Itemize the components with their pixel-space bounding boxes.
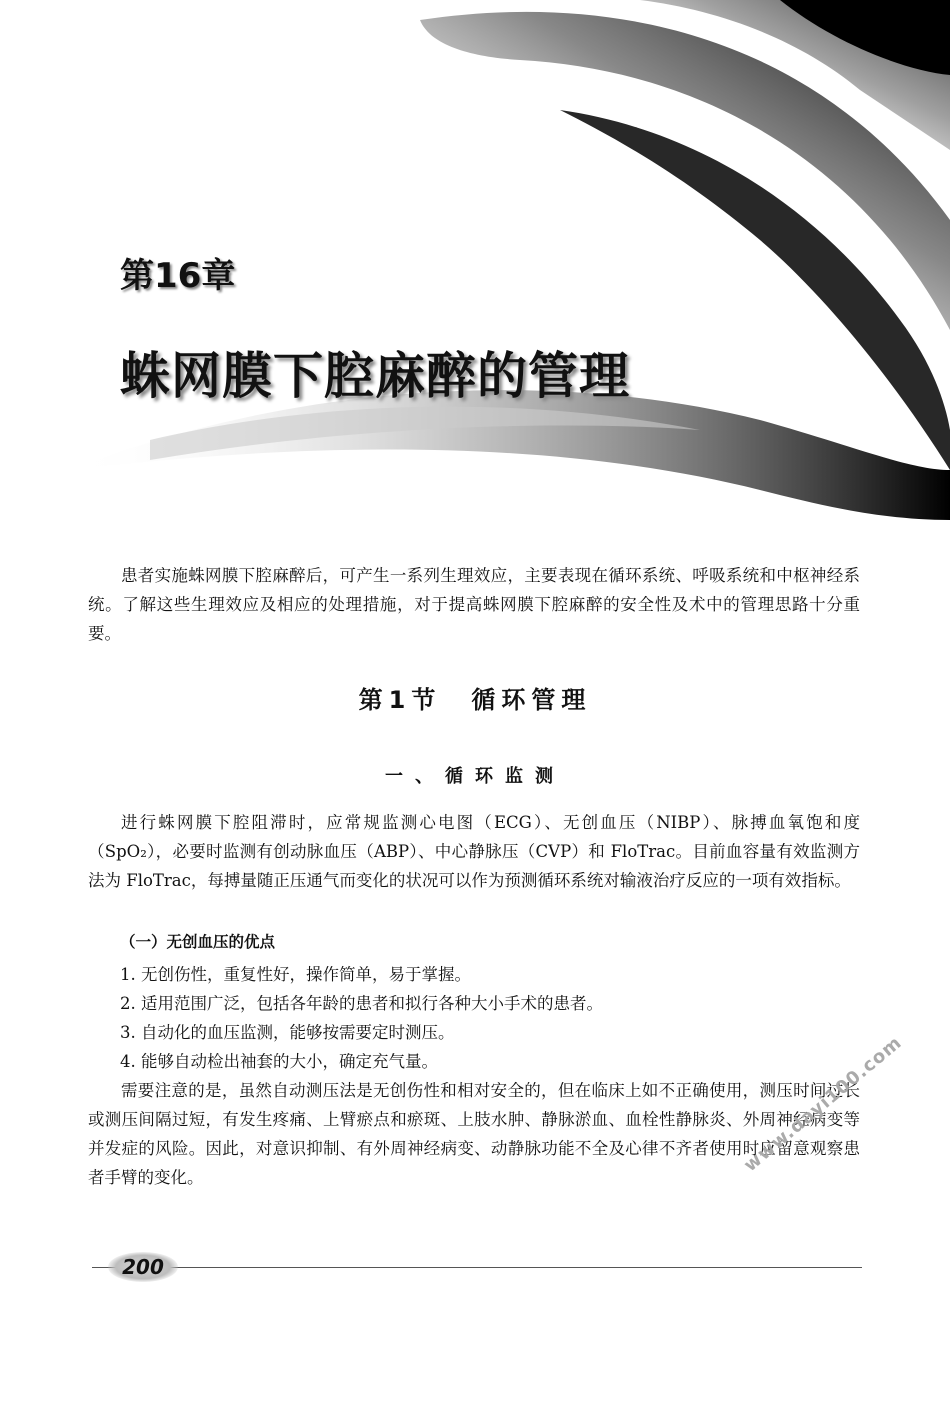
- watermark: www.dayi100.com: [740, 1031, 907, 1177]
- page-number: 200: [108, 1252, 178, 1282]
- sub-heading-nibp-advantages: （一）无创血压的优点: [120, 933, 276, 951]
- list-item: 4. 能够自动检出袖套的大小，确定充气量。: [120, 1052, 438, 1071]
- chapter-title: 蛛网膜下腔麻醉的管理: [120, 347, 630, 405]
- subsection-title: 一、循环监测: [385, 766, 565, 787]
- chapter-number: 第16章: [120, 256, 236, 296]
- paragraph-monitoring: 进行蛛网膜下腔阻滞时，应常规监测心电图（ECG）、无创血压（NIBP）、脉搏血氧饱和度（SpO₂），必要时监测有创动脉血压（ABP）、中心静脉压（CVP）和 FloTrac。目前血容量有效监测方法为 FloTrac，每搏量随正压通气而变化的状况可以作为预测循环系统对输液治疗反应的一项有效指标。: [88, 813, 860, 890]
- list-item: 1. 无创伤性，重复性好，操作简单，易于掌握。: [120, 965, 471, 984]
- section-title: 第1节 循环管理: [358, 686, 592, 714]
- intro-paragraph: 患者实施蛛网膜下腔麻醉后，可产生一系列生理效应，主要表现在循环系统、呼吸系统和中枢神经系统。了解这些生理效应及相应的处理措施，对于提高蛛网膜下腔麻醉的安全性及术中的管理思路十分重要。: [88, 566, 860, 643]
- paragraph-caution: 需要注意的是，虽然自动测压法是无创伤性和相对安全的，但在临床上如不正确使用，测压时间过长或测压间隔过短，有发生疼痛、上臂瘀点和瘀斑、上肢水肿、静脉淤血、血栓性静脉炎、外周神经病变等并发症的风险。因此，对意识抑制、有外周神经病变、动静脉功能不全及心律不齐者使用时应留意观察患者手臂的变化。: [88, 1081, 860, 1187]
- list-item: 2. 适用范围广泛，包括各年龄的患者和拟行各种大小手术的患者。: [120, 994, 603, 1013]
- advantages-list: [120, 960, 603, 1076]
- list-item: 3. 自动化的血压监测，能够按需要定时测压。: [120, 1023, 455, 1042]
- footer-divider: [92, 1267, 862, 1268]
